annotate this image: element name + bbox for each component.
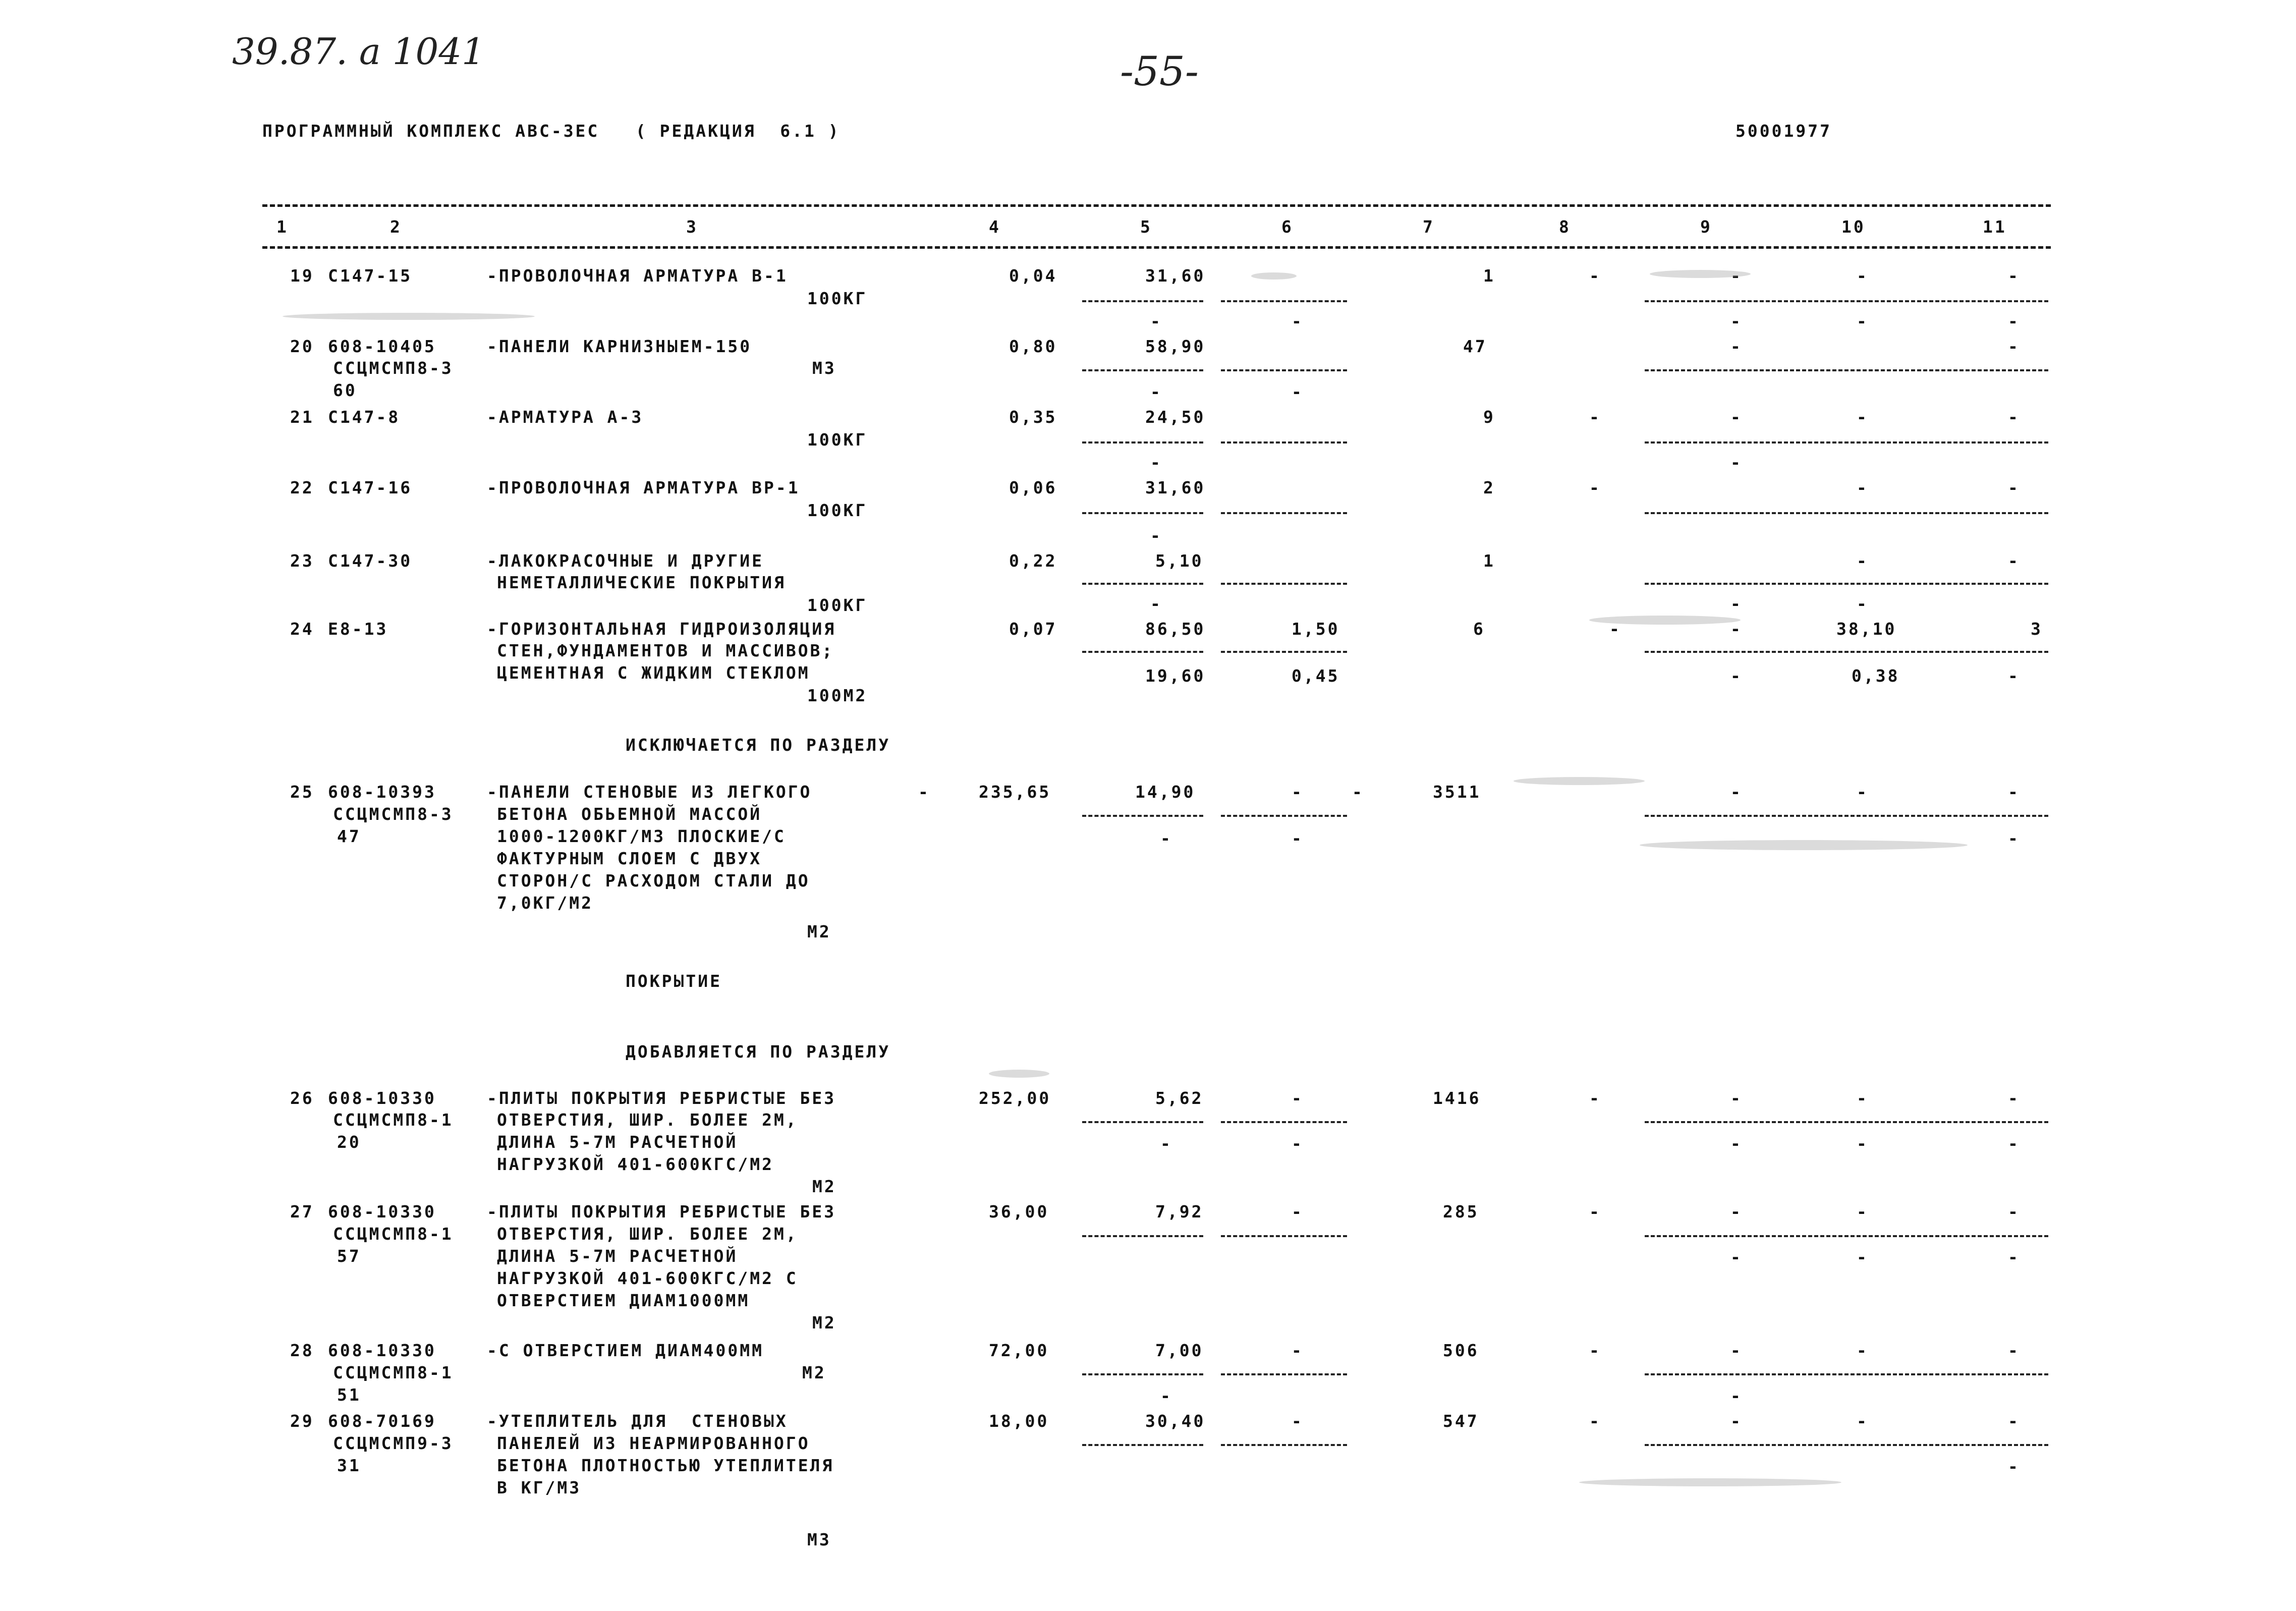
row-col9: - [1730, 1088, 1743, 1108]
row-description: -ПРОВОЛОЧНАЯ АРМАТУРА ВР-1 [487, 478, 800, 497]
subtotal-rule [1645, 651, 2048, 653]
row-price: 14,90 [1135, 782, 1196, 802]
row-quantity: 36,00 [989, 1202, 1049, 1221]
row-col9: - [1730, 619, 1743, 639]
row-col6: - [1292, 1341, 1304, 1360]
subtotal-rule [1221, 1444, 1347, 1446]
row-description-3: 1000-1200КГ/М3 ПЛОСКИЕ/С [497, 826, 786, 846]
row-dash: - [1730, 1247, 1743, 1267]
scan-noise [1589, 616, 1741, 625]
row-dash: - [1730, 594, 1743, 614]
table-header-rule [262, 246, 2051, 249]
row-subcode-number: 57 [337, 1246, 361, 1266]
row-col11: - [2008, 478, 2020, 497]
scan-noise [1650, 270, 1751, 278]
col-header-2: 2 [390, 217, 402, 237]
row-unit: М3 [812, 358, 836, 378]
subtotal-rule [1645, 512, 2048, 514]
row-price: 30,40 [1145, 1411, 1206, 1431]
row-col6b: - [1352, 782, 1364, 802]
row-dash: - [1292, 382, 1304, 402]
col-header-6: 6 [1281, 217, 1294, 237]
row-col11: 3 [2031, 619, 2043, 639]
subtotal-rule [1082, 1373, 1203, 1375]
row-col8: - [1589, 1411, 1601, 1431]
row-dash: - [1160, 1134, 1172, 1153]
row-subcode: ССЦМСМП8-3 [333, 804, 454, 824]
row-description: -АРМАТУРА А-3 [487, 407, 644, 427]
row-subcode: ССЦМСМП8-1 [333, 1110, 454, 1130]
row-code: 608-10330 [328, 1088, 436, 1108]
row-quantity: 235,65 [979, 782, 1051, 802]
row-description-2: ПАНЕЛЕЙ ИЗ НЕАРМИРОВАННОГО [497, 1433, 810, 1453]
row-col11: - [2008, 1202, 2020, 1221]
subtotal-rule [1221, 1235, 1347, 1237]
row-col7: 547 [1443, 1411, 1479, 1431]
page-number: -55- [1120, 48, 1199, 95]
row-col8: - [1589, 478, 1601, 497]
row-dash: - [2008, 1457, 2020, 1476]
subtotal-rule [1645, 1235, 2048, 1237]
row-description: -С ОТВЕРСТИЕМ ДИАМ400ММ [487, 1341, 764, 1360]
program-title: ПРОГРАММНЫЙ КОМПЛЕКС АВС-3ЕС ( РЕДАКЦИЯ 6.1 ) [262, 121, 841, 141]
row-description-2: ОТВЕРСТИЯ, ШИР. БОЛЕЕ 2М, [497, 1110, 798, 1130]
row-description-4: НАГРУЗКОЙ 401-600КГС/М2 [497, 1154, 774, 1174]
row-number: 23 [290, 551, 314, 571]
row-col10: - [1857, 478, 1869, 497]
row-description-3: ДЛИНА 5-7М РАСЧЕТНОЙ [497, 1132, 738, 1152]
subtotal-rule [1645, 815, 2048, 817]
row-col11-b: - [2008, 666, 2020, 686]
row-dash: - [1857, 1247, 1869, 1267]
row-col10: - [1857, 266, 1869, 286]
row-number: 29 [290, 1411, 314, 1431]
row-subcode: ССЦМСМП8-1 [333, 1363, 454, 1382]
row-col6: 1,50 [1292, 619, 1340, 639]
subtotal-rule [1082, 1235, 1203, 1237]
row-col10: 38,10 [1836, 619, 1897, 639]
row-quantity: 252,00 [979, 1088, 1051, 1108]
row-dash: - [1857, 1134, 1869, 1153]
row-quantity: 18,00 [989, 1411, 1049, 1431]
subtotal-rule [1645, 1444, 2048, 1446]
subtotal-rule [1645, 369, 2048, 371]
row-dash: - [2008, 311, 2020, 331]
row-col6: - [1292, 1202, 1304, 1221]
row-description: -ПЛИТЫ ПОКРЫТИЯ РЕБРИСТЫЕ БЕЗ [487, 1088, 836, 1108]
row-unit: 100КГ [807, 595, 868, 615]
row-dash: - [1730, 453, 1743, 472]
row-col7: 1 [1483, 551, 1495, 571]
row-description: -ПАНЕЛИ КАРНИЗНЫЕМ-150 [487, 337, 752, 356]
row-col11: - [2008, 782, 2020, 802]
row-price: 5,10 [1155, 551, 1204, 571]
row-number: 26 [290, 1088, 314, 1108]
row-dash: - [1160, 828, 1172, 848]
row-description-3: ДЛИНА 5-7М РАСЧЕТНОЙ [497, 1246, 738, 1266]
row-dash: - [1292, 1134, 1304, 1153]
subtotal-rule [1082, 300, 1203, 302]
row-code: Е8-13 [328, 619, 388, 639]
row-col10: - [1857, 1341, 1869, 1360]
row-code: С147-30 [328, 551, 413, 571]
handwritten-code: 39.87. a 1041 [232, 30, 485, 73]
row-dash: - [1160, 1386, 1172, 1406]
row-number: 24 [290, 619, 314, 639]
row-description: -ПЛИТЫ ПОКРЫТИЯ РЕБРИСТЫЕ БЕЗ [487, 1202, 836, 1221]
row-unit: 100М2 [807, 686, 868, 705]
row-col7: 285 [1443, 1202, 1479, 1221]
row-code: 608-70169 [328, 1411, 436, 1431]
subtotal-rule [1221, 815, 1347, 817]
row-subcode-number: 31 [337, 1456, 361, 1475]
row-col10: - [1857, 782, 1869, 802]
col-header-9: 9 [1700, 217, 1712, 237]
subtotal-rule [1645, 1373, 2048, 1375]
subtotal-rule [1082, 369, 1203, 371]
row-quantity: 72,00 [989, 1341, 1049, 1360]
row-col10-b: 0,38 [1852, 666, 1900, 686]
row-code: 608-10330 [328, 1202, 436, 1221]
row-code: С147-15 [328, 266, 413, 286]
row-col11: - [2008, 266, 2020, 286]
row-code: 608-10393 [328, 782, 436, 802]
row-dash: - [1292, 311, 1304, 331]
row-subcode-number: 51 [337, 1385, 361, 1405]
subtotal-rule [1221, 1121, 1347, 1123]
row-number: 27 [290, 1202, 314, 1221]
row-dash: - [1857, 311, 1869, 331]
row-dash: - [1150, 311, 1162, 331]
row-col9: - [1730, 266, 1743, 286]
row-col7: 1 [1483, 266, 1495, 286]
row-description-3: БЕТОНА ПЛОТНОСТЬЮ УТЕПЛИТЕЛЯ [497, 1456, 834, 1475]
row-quantity: 0,35 [1009, 407, 1057, 427]
col-header-5: 5 [1140, 217, 1152, 237]
row-col7: 47 [1463, 337, 1487, 356]
col-header-3: 3 [686, 217, 698, 237]
table-top-rule [262, 204, 2051, 207]
section-heading-added: ДОБАВЛЯЕТСЯ ПО РАЗДЕЛУ [626, 1042, 891, 1062]
row-subcode-number: 20 [337, 1132, 361, 1152]
row-dash: - [1150, 453, 1162, 472]
scan-noise [989, 1070, 1049, 1078]
subtotal-rule [1221, 583, 1347, 585]
scan-noise [1579, 1478, 1841, 1486]
row-description: -ПАНЕЛИ СТЕНОВЫЕ ИЗ ЛЕГКОГО [487, 782, 812, 802]
row-subcode: ССЦМСМП8-1 [333, 1224, 454, 1244]
row-subcode-number: 47 [337, 826, 361, 846]
row-price: 7,00 [1155, 1341, 1204, 1360]
row-col11: - [2008, 337, 2020, 356]
row-unit: М2 [812, 1313, 836, 1332]
row-code: 608-10405 [328, 337, 436, 356]
row-code: 608-10330 [328, 1341, 436, 1360]
row-description-2: СТЕН,ФУНДАМЕНТОВ И МАССИВОВ; [497, 641, 834, 660]
row-col4-dash: - [918, 782, 930, 802]
row-description: -ЛАКОКРАСОЧНЫЕ И ДРУГИЕ [487, 551, 764, 571]
row-quantity: 0,07 [1009, 619, 1057, 639]
row-price: 58,90 [1145, 337, 1206, 356]
row-description-3: ЦЕМЕНТНАЯ С ЖИДКИМ СТЕКЛОМ [497, 663, 810, 683]
row-description: -ПРОВОЛОЧНАЯ АРМАТУРА В-1 [487, 266, 788, 286]
row-col7: 506 [1443, 1341, 1479, 1360]
row-col11: - [2008, 1088, 2020, 1108]
row-dash: - [1730, 1386, 1743, 1406]
subtotal-rule [1221, 300, 1347, 302]
row-subcode: ССЦМСМП9-3 [333, 1433, 454, 1453]
col-header-10: 10 [1841, 217, 1866, 237]
row-number: 25 [290, 782, 314, 802]
row-description-2: НЕМЕТАЛЛИЧЕСКИЕ ПОКРЫТИЯ [497, 573, 786, 592]
row-dash: - [2008, 1247, 2020, 1267]
col-header-8: 8 [1559, 217, 1571, 237]
row-dash: - [1150, 382, 1162, 402]
scan-noise [283, 313, 535, 320]
section-heading-cover: ПОКРЫТИЕ [626, 971, 722, 991]
row-col7: 2 [1483, 478, 1495, 497]
row-unit: М2 [807, 922, 831, 941]
row-col8: - [1609, 619, 1621, 639]
row-code: С147-8 [328, 407, 401, 427]
row-unit: М3 [807, 1530, 831, 1549]
row-col11: - [2008, 1411, 2020, 1431]
row-unit: М2 [802, 1363, 826, 1382]
row-unit: 100КГ [807, 289, 868, 308]
row-col9-b: - [1730, 666, 1743, 686]
row-col7: 6 [1473, 619, 1485, 639]
row-price: 86,50 [1145, 619, 1206, 639]
row-number: 21 [290, 407, 314, 427]
subtotal-rule [1645, 300, 2048, 302]
row-description-5: ОТВЕРСТИЕМ ДИАМ1000ММ [497, 1291, 750, 1310]
row-col8: - [1589, 407, 1601, 427]
row-dash: - [2008, 828, 2020, 848]
row-dash: - [1730, 1134, 1743, 1153]
subtotal-rule [1221, 512, 1347, 514]
row-code: С147-16 [328, 478, 413, 497]
subtotal-rule [1221, 369, 1347, 371]
row-col6: - [1292, 1411, 1304, 1431]
row-quantity: 0,06 [1009, 478, 1057, 497]
row-number: 19 [290, 266, 314, 286]
row-col9: - [1730, 337, 1743, 356]
col-header-11: 11 [1983, 217, 2007, 237]
row-dash: - [2008, 1134, 2020, 1153]
row-col8: - [1589, 266, 1601, 286]
subtotal-rule [1082, 441, 1203, 443]
subtotal-rule [1082, 651, 1203, 653]
row-col6: - [1292, 1088, 1304, 1108]
row-unit: М2 [812, 1177, 836, 1196]
scan-noise [1251, 272, 1297, 280]
row-price: 24,50 [1145, 407, 1206, 427]
row-price: 5,62 [1155, 1088, 1204, 1108]
row-col8: - [1589, 1341, 1601, 1360]
subtotal-rule [1645, 1121, 2048, 1123]
subtotal-rule [1082, 1121, 1203, 1123]
document-number: 50001977 [1735, 121, 1832, 141]
row-col8: - [1589, 1202, 1601, 1221]
row-dash: - [1150, 526, 1162, 545]
row-price: 31,60 [1145, 478, 1206, 497]
subtotal-rule [1221, 651, 1347, 653]
row-col11: - [2008, 407, 2020, 427]
row-description-4: НАГРУЗКОЙ 401-600КГС/М2 С [497, 1268, 798, 1288]
subtotal-rule [1221, 441, 1347, 443]
row-col11: - [2008, 1341, 2020, 1360]
subtotal-rule [1082, 583, 1203, 585]
row-price: 7,92 [1155, 1202, 1204, 1221]
row-col9: - [1730, 1202, 1743, 1221]
row-description-2: БЕТОНА ОБЬЕМНОЙ МАССОЙ [497, 804, 762, 824]
row-price-b: 19,60 [1145, 666, 1206, 686]
row-dash: - [1857, 594, 1869, 614]
row-col10: - [1857, 551, 1869, 571]
col-header-1: 1 [276, 217, 289, 237]
row-description-4: ФАКТУРНЫМ СЛОЕМ С ДВУХ [497, 849, 762, 868]
row-col7: 3511 [1433, 782, 1481, 802]
subtotal-rule [1645, 583, 2048, 585]
scan-noise [1514, 777, 1645, 785]
subtotal-rule [1082, 512, 1203, 514]
row-col9: - [1730, 1411, 1743, 1431]
row-dash: - [1150, 594, 1162, 614]
row-col7: 9 [1483, 407, 1495, 427]
row-unit: 100КГ [807, 430, 868, 450]
row-col8: - [1589, 1088, 1601, 1108]
row-number: 20 [290, 337, 314, 356]
row-subcode: ССЦМСМП8-3 [333, 358, 454, 378]
row-col9: - [1730, 407, 1743, 427]
subtotal-rule [1645, 441, 2048, 443]
row-col10: - [1857, 1411, 1869, 1431]
subtotal-rule [1082, 815, 1203, 817]
row-dash: - [1730, 311, 1743, 331]
subtotal-rule [1082, 1444, 1203, 1446]
col-header-4: 4 [989, 217, 1001, 237]
scan-noise [1640, 840, 1968, 850]
row-description: -ГОРИЗОНТАЛЬНАЯ ГИДРОИЗОЛЯЦИЯ [487, 619, 836, 639]
row-number: 28 [290, 1341, 314, 1360]
row-quantity: 0,04 [1009, 266, 1057, 286]
section-heading-excluded: ИСКЛЮЧАЕТСЯ ПО РАЗДЕЛУ [626, 735, 891, 755]
row-description-6: 7,0КГ/М2 [497, 893, 593, 913]
row-subcode-number: 60 [333, 380, 357, 400]
row-col9: - [1730, 1341, 1743, 1360]
row-col9: - [1730, 782, 1743, 802]
row-description: -УТЕПЛИТЕЛЬ ДЛЯ СТЕНОВЫХ [487, 1411, 788, 1431]
row-quantity: 0,22 [1009, 551, 1057, 571]
row-col7: 1416 [1433, 1088, 1481, 1108]
row-dash: - [1292, 828, 1304, 848]
row-description-4: В КГ/М3 [497, 1478, 582, 1497]
row-unit: 100КГ [807, 501, 868, 520]
row-number: 22 [290, 478, 314, 497]
col-header-7: 7 [1423, 217, 1435, 237]
row-col10: - [1857, 407, 1869, 427]
row-quantity: 0,80 [1009, 337, 1057, 356]
row-description-2: ОТВЕРСТИЯ, ШИР. БОЛЕЕ 2М, [497, 1224, 798, 1244]
row-col11: - [2008, 551, 2020, 571]
row-col6: - [1292, 782, 1304, 802]
row-description-5: СТОРОН/С РАСХОДОМ СТАЛИ ДО [497, 871, 810, 891]
row-col6-b: 0,45 [1292, 666, 1340, 686]
subtotal-rule [1221, 1373, 1347, 1375]
row-col10: - [1857, 1202, 1869, 1221]
row-price: 31,60 [1145, 266, 1206, 286]
row-col10: - [1857, 1088, 1869, 1108]
